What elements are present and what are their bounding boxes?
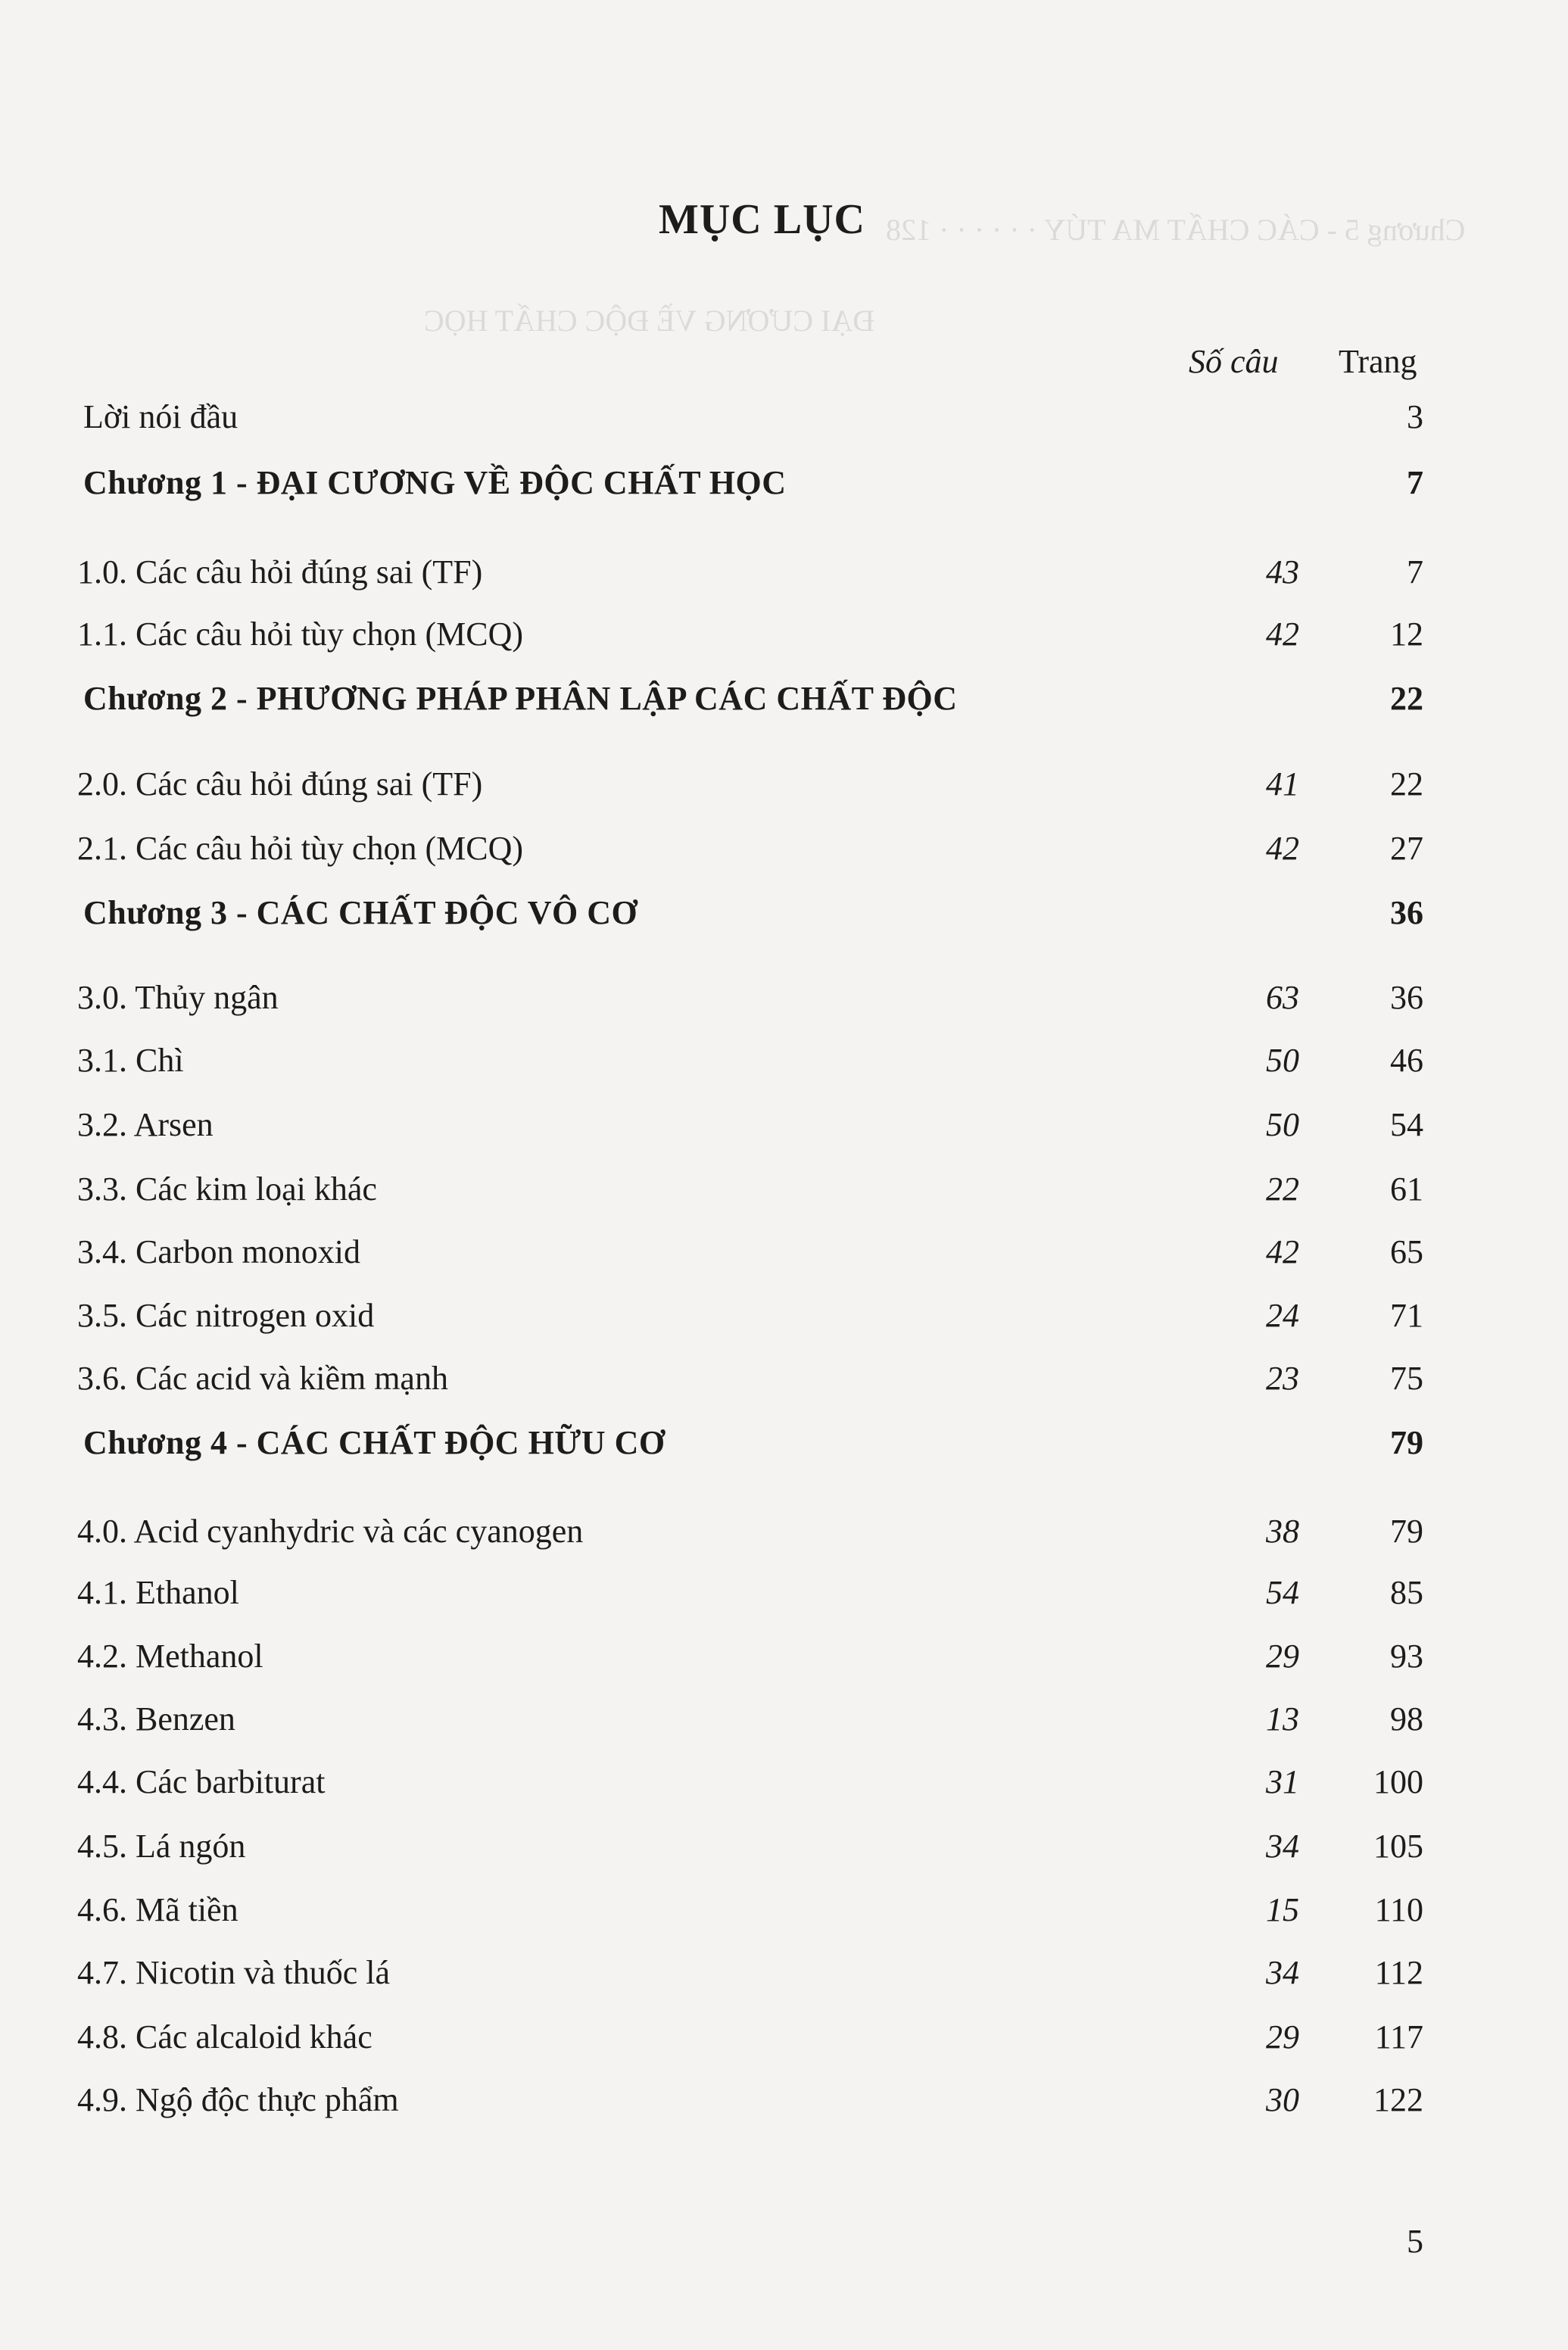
toc-chapter-label: Chương 1 - ĐẠI CƯƠNG VỀ ĐỘC CHẤT HỌC (83, 464, 787, 501)
toc-entry-page: 61 (1390, 1170, 1423, 1208)
toc-chapter-page: 79 (1390, 1424, 1423, 1461)
toc-entry-page: 46 (1390, 1042, 1423, 1079)
toc-entry-count: 34 (1266, 1954, 1299, 1991)
toc-entry-count: 42 (1266, 830, 1299, 867)
toc-entry-count: 31 (1266, 1763, 1299, 1800)
toc-entry-page: 22 (1390, 765, 1423, 803)
toc-chapter[interactable] (0, 679, 1568, 725)
toc-entry-label: 3.4. Carbon monoxid (77, 1233, 360, 1270)
toc-entry-count: 63 (1266, 979, 1299, 1016)
toc-entry-label: 1.1. Các câu hỏi tùy chọn (MCQ) (77, 616, 523, 653)
show-through-text: Chương 5 - CÁC CHẤT MA TÚY · · · · · · 128 (886, 213, 1466, 247)
toc-entry-page: 71 (1390, 1297, 1423, 1334)
page-number: 5 (1407, 2223, 1423, 2260)
toc-entry-label: 4.2. Methanol (77, 1638, 263, 1675)
toc-entry[interactable] (0, 553, 1568, 598)
toc-chapter[interactable] (0, 463, 1568, 509)
toc-entry-page: 93 (1390, 1638, 1423, 1675)
toc-entry[interactable] (0, 765, 1568, 810)
toc-entry-label: 3.6. Các acid và kiềm mạnh (77, 1360, 448, 1397)
toc-entry-count: 15 (1266, 1891, 1299, 1928)
toc-entry-label: 4.0. Acid cyanhydric và các cyanogen (77, 1513, 584, 1550)
toc-entry-count: 42 (1266, 616, 1299, 653)
toc-entry-label: 4.4. Các barbiturat (77, 1763, 326, 1800)
toc-entry-page: 75 (1390, 1360, 1423, 1397)
toc-entry-count: 29 (1266, 2018, 1299, 2055)
toc-entry-count: 41 (1266, 765, 1299, 803)
toc-chapter-page: 7 (1407, 464, 1423, 501)
show-through-text: ĐẠI CƯƠNG VỀ ĐỘC CHẤT HỌC (424, 304, 875, 338)
toc-entry-count: 23 (1266, 1360, 1299, 1397)
column-header-page: Trang (1339, 343, 1417, 380)
toc-entry-page: 85 (1390, 1574, 1423, 1611)
toc-entry[interactable] (0, 1700, 1568, 1745)
toc-entry-label: 3.0. Thủy ngân (77, 979, 279, 1016)
toc-entry[interactable] (0, 1890, 1568, 1936)
toc-entry-count: 38 (1266, 1513, 1299, 1550)
toc-entry-page: 110 (1374, 1891, 1423, 1928)
toc-entry-count: 29 (1266, 1638, 1299, 1675)
toc-entry[interactable] (0, 1041, 1568, 1086)
toc-chapter-page: 22 (1390, 680, 1423, 717)
toc-entry[interactable] (0, 1512, 1568, 1557)
toc-entry[interactable] (0, 1170, 1568, 1215)
toc-entry-label: Lời nói đầu (83, 398, 238, 435)
toc-entry-page: 112 (1374, 1954, 1423, 1991)
toc-entry-page: 12 (1390, 616, 1423, 653)
toc-entry-page: 3 (1407, 398, 1423, 435)
toc-chapter-label: Chương 4 - CÁC CHẤT ĐỘC HỮU CƠ (83, 1424, 666, 1461)
column-header-count: Số câu (1189, 343, 1279, 380)
toc-entry[interactable] (0, 1762, 1568, 1808)
toc-entry-count: 30 (1266, 2081, 1299, 2118)
toc-entry-count: 24 (1266, 1297, 1299, 1334)
toc-chapter[interactable] (0, 893, 1568, 939)
toc-entry-label: 2.1. Các câu hỏi tùy chọn (MCQ) (77, 830, 523, 867)
toc-entry[interactable] (0, 829, 1568, 874)
toc-entry-label: 3.2. Arsen (77, 1106, 214, 1143)
toc-entry-label: 3.3. Các kim loại khác (77, 1170, 377, 1208)
toc-entry-label: 4.6. Mã tiền (77, 1891, 238, 1928)
toc-entry-page: 54 (1390, 1106, 1423, 1143)
toc-entry-label: 3.1. Chì (77, 1042, 184, 1079)
toc-entry[interactable] (0, 1953, 1568, 1999)
toc-chapter-label: Chương 2 - PHƯƠNG PHÁP PHÂN LẬP CÁC CHẤT ĐỘC (83, 680, 958, 717)
toc-entry-label: 3.5. Các nitrogen oxid (77, 1297, 375, 1334)
toc-entry-page: 117 (1374, 2018, 1423, 2055)
toc-entry-count: 50 (1266, 1042, 1299, 1079)
toc-entry-page: 27 (1390, 830, 1423, 867)
toc-entry[interactable] (0, 1827, 1568, 1872)
toc-entry-count: 43 (1266, 553, 1299, 591)
toc-chapter[interactable] (0, 1423, 1568, 1469)
toc-entry-page: 105 (1373, 1828, 1423, 1865)
toc-entry-label: 4.3. Benzen (77, 1700, 235, 1738)
toc-entry-page: 100 (1373, 1763, 1423, 1800)
page-title: MỤC LỤC (659, 196, 865, 243)
toc-entry-label: 4.5. Lá ngón (77, 1828, 246, 1865)
toc-entry[interactable] (0, 397, 1568, 443)
toc-entry-page: 79 (1390, 1513, 1423, 1550)
toc-entry-count: 22 (1266, 1170, 1299, 1208)
toc-entry-label: 4.1. Ethanol (77, 1574, 239, 1611)
toc-entry-count: 34 (1266, 1828, 1299, 1865)
toc-entry-label: 4.9. Ngộ độc thực phẩm (77, 2081, 399, 2118)
toc-entry-count: 42 (1266, 1233, 1299, 1270)
toc-entry-page: 7 (1407, 553, 1423, 591)
toc-entry-count: 54 (1266, 1574, 1299, 1611)
toc-entry[interactable] (0, 615, 1568, 660)
toc-entry-page: 122 (1373, 2081, 1423, 2118)
toc-entry[interactable] (0, 1359, 1568, 1404)
toc-entry-label: 4.8. Các alcaloid khác (77, 2018, 373, 2055)
toc-entry[interactable] (0, 978, 1568, 1024)
toc-entry[interactable] (0, 1233, 1568, 1278)
toc-entry-label: 4.7. Nicotin và thuốc lá (77, 1954, 391, 1991)
toc-entry[interactable] (0, 1105, 1568, 1151)
toc-entry-count: 13 (1266, 1700, 1299, 1738)
toc-entry-label: 1.0. Các câu hỏi đúng sai (TF) (77, 553, 483, 591)
toc-entry[interactable] (0, 1573, 1568, 1619)
toc-entry-page: 98 (1390, 1700, 1423, 1738)
toc-entry[interactable] (0, 2018, 1568, 2063)
toc-entry[interactable] (0, 1296, 1568, 1342)
toc-entry-page: 65 (1390, 1233, 1423, 1270)
toc-entry[interactable] (0, 1637, 1568, 1682)
toc-chapter-page: 36 (1390, 894, 1423, 931)
toc-entry-label: 2.0. Các câu hỏi đúng sai (TF) (77, 765, 483, 803)
toc-chapter-label: Chương 3 - CÁC CHẤT ĐỘC VÔ CƠ (83, 894, 638, 931)
toc-entry-count: 50 (1266, 1106, 1299, 1143)
toc-entry[interactable] (0, 2080, 1568, 2126)
toc-entry-page: 36 (1390, 979, 1423, 1016)
